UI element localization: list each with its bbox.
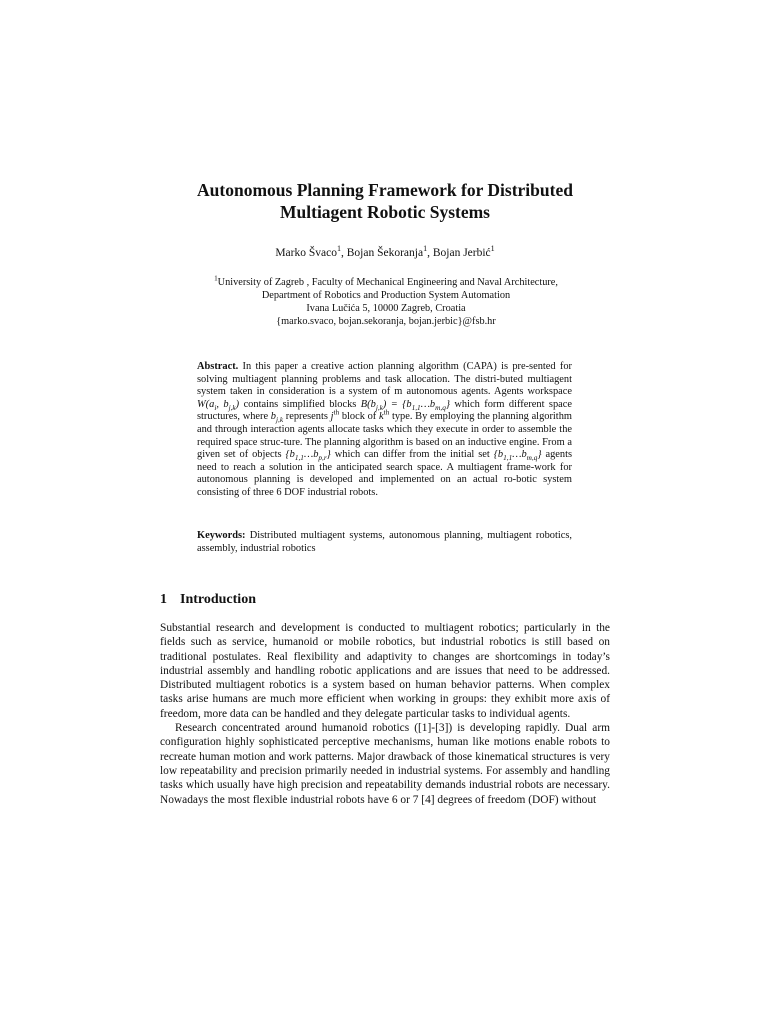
- paragraph: Substantial research and development is conducted to multiagent robotics; particularly in the fields such as service, humanoid or mobile robotics, but industrial robotics is still based on traditional postulates. Real flexibility and adaptivity to changes are shortcomings in today’s industrial assembly and handling robotic applications and are issues that need to be addressed. Distributed multiagent robotics is a system based on human behavior patterns. When complex tasks arise humans are much more efficient when working in groups: they exhibit more axis of freedom, more data can be handled and they delegate particular tasks to individual agents.: [160, 622, 610, 720]
- title-line-1: Autonomous Planning Framework for Distributed: [197, 180, 573, 200]
- author-3-affil-mark: 1: [490, 244, 495, 254]
- author-1: Marko Švaco: [275, 247, 337, 259]
- section-title: Introduction: [180, 592, 256, 607]
- affiliation-line-1: [196, 276, 576, 289]
- paragraph: Research concentrated around humanoid robotics ([1]-[3]) is developing rapidly. Dual arm configuration highly sophisticated perceptive mechanisms, human like motions enable robots to recreate human motion and work patterns. Major drawback of those kinematical structures is very low repeatability and precision primarily needed in industrial systems. For assembly and handling tasks which usually have high precision and repeatability demands industrial robots are necessary. Nowadays the most flexible industrial robots have 6 or 7 [4] degrees of freedom (DOF) without: [160, 722, 610, 806]
- math-j: j: [330, 411, 334, 423]
- math-blocks: $B(b_{j,k})$ = $\{b_{1,1}\dots b_{m,q}\}$: [360, 398, 450, 412]
- author-2: Bojan Šekoranja: [346, 247, 424, 259]
- abstract: [197, 361, 572, 500]
- affiliation-email: {marko.svaco, bojan.sekoranja, bojan.jerbic}@fsb.hr: [276, 316, 496, 327]
- author-2-affil-mark: 1: [423, 244, 428, 254]
- paper-title: [160, 179, 610, 223]
- abstract-text-4: represents: [283, 411, 331, 423]
- math-initial-set: $\{b_{1,1}\dots b_{m,q}\}$: [493, 449, 542, 463]
- author-list: Marko Švaco$^1$, Bojan Šekoranja$^1$, Bojan Jerbić$^1$: [275, 244, 495, 259]
- math-k-th: th: [383, 408, 390, 417]
- abstract-label: Abstract.: [197, 361, 239, 372]
- abstract-text-8: agents need to reach a solution in the anticipated search space. A multiagent frame-work for autonomous planning is developed and implemented on an actual ro-botic system consisting of three 6 DOF industrial robots.: [197, 449, 573, 498]
- body-text: [160, 621, 610, 807]
- section-number: 1: [160, 592, 167, 607]
- math-j-th: th: [333, 408, 340, 417]
- section-heading: [160, 591, 610, 609]
- abstract-text-1: In this paper a creative action planning algorithm (CAPA) is pre-sented for solving multiagent planning problems and task allocation. The distri-buted multiagent system taken in consideration is a system of m autonomous agents. Agents workspace: [197, 361, 572, 398]
- math-k: k: [378, 411, 384, 423]
- abstract-text-5: block of: [339, 411, 379, 423]
- math-workspace: $W(a_i$, $b_{j,k}$): [197, 398, 240, 412]
- abstract-text-7: which can differ from the initial set: [330, 449, 494, 461]
- affiliation-line-2: Department of Robotics and Production System Automation: [261, 290, 511, 301]
- abstract-text-3: which form different space structures, where: [197, 398, 573, 423]
- keywords-label: Keywords:: [197, 530, 246, 541]
- math-block-element: $b_{j,k}$: [270, 411, 284, 425]
- affiliation-block: [196, 276, 576, 328]
- author-1-affil-mark: 1: [336, 244, 341, 254]
- affiliation-line-3: Ivana Lučića 5, 10000 Zagreb, Croatia: [306, 303, 466, 314]
- affiliation-mark: 1: [214, 274, 218, 283]
- title-line-2: Multiagent Robotic Systems: [280, 202, 490, 222]
- author-3: Bojan Jerbić: [432, 247, 491, 259]
- keywords: [197, 529, 572, 555]
- math-given-set: $\{b_{1,1}\dots b_{p,r}\}$: [285, 449, 331, 463]
- affiliation-university: University of Zagreb , Faculty of Mechanical Engineering and Naval Architecture,: [217, 277, 558, 288]
- abstract-text-2: contains simplified blocks: [239, 398, 361, 410]
- abstract-text-6: type. By employing the planning algorithm and through interaction agents allocate tasks which they execute in order to assemble the required space struc-ture. The planning algorithm is based on an inductive engine. From a given set of objects: [197, 411, 572, 461]
- keywords-text: Distributed multiagent systems, autonomous planning, multiagent robotics, assembly, industrial robotics: [197, 530, 572, 554]
